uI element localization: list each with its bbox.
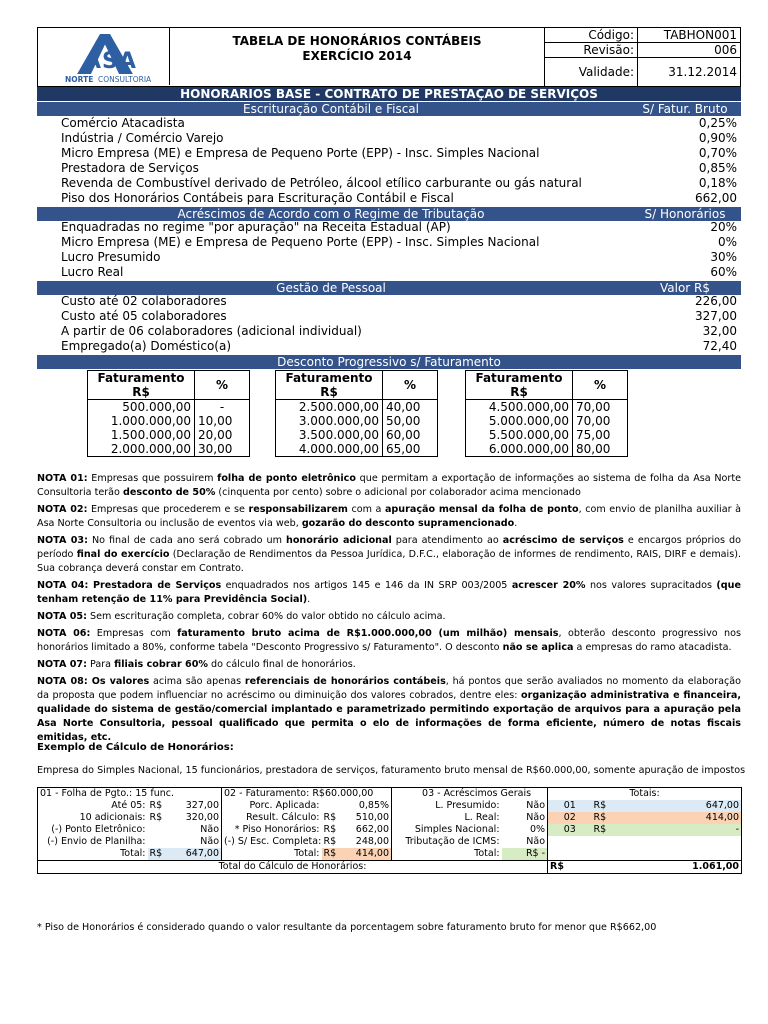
- faturamento-cell: 5.000.000,00: [466, 414, 573, 428]
- calc-acr-label: Tributação de ICMS:: [405, 836, 500, 847]
- pessoal-row-label: A partir de 06 colaboradores (adicional individual): [61, 324, 362, 338]
- acrescimos-row-value: 0%: [717, 235, 737, 249]
- faturamento-cell: 1.500.000,00: [88, 428, 195, 442]
- table-row: [88, 400, 250, 415]
- table-row: [466, 414, 628, 428]
- table-row: [88, 428, 250, 442]
- percent-header: %: [383, 371, 438, 400]
- company-logo: [38, 28, 170, 85]
- pessoal-band: [37, 281, 741, 295]
- note-7: NOTA 07: Para filiais cobrar 60% do cálculo final de honorários.: [37, 659, 356, 670]
- footnote: * Piso de Honorários é considerado quando o valor resultante da porcentagem sobre faturamento bruto for menor que R$662,00: [37, 922, 657, 933]
- note-3: NOTA 03: No final de cada ano será cobrado um honorário adicional para atendimento ao acréscimo de serviços e encargos próprios do período final do exercício (Declaração de Rendimentos da Pessoa Jurídica, D.F.C., elaboração de informes de rendimento, RAIS, DIRF e demais). Sua cobrança deverá constar em Contrato.: [37, 535, 741, 574]
- calc-fat-value: 248,00: [344, 836, 392, 848]
- pessoal-row-label: Empregado(a) Doméstico(a): [61, 339, 232, 353]
- calc-acr-value: Não: [502, 812, 548, 824]
- calc-folha-value: 647,00: [170, 848, 222, 861]
- calc-fat-value: 510,00: [344, 812, 392, 824]
- calc-fat-value: 662,00: [344, 824, 392, 836]
- escrituracao-row-value: 0,25%: [698, 116, 737, 130]
- calc-folha-label: Total:: [120, 848, 146, 859]
- base-band-title: HONORARIOS BASE - CONTRATO DE PRESTAÇAO DE SERVIÇOS: [180, 87, 598, 101]
- calc-fat-label: * Piso Honorários:: [234, 824, 320, 835]
- acrescimos-row-label: Lucro Presumido: [61, 250, 161, 264]
- calc-row: [38, 812, 742, 824]
- pessoal-title: Gestão de Pessoal: [276, 281, 386, 295]
- svg-text:ASA: ASA: [84, 49, 137, 74]
- table-row: [276, 414, 438, 428]
- acrescimos-row-label: Lucro Real: [61, 265, 124, 279]
- escrituracao-row-value: 0,90%: [698, 131, 737, 145]
- pessoal-row-value: 327,00: [695, 309, 737, 323]
- calc-fat-label: Result. Cálculo:: [246, 812, 320, 823]
- calc-row: [38, 848, 742, 861]
- faturamento-cell: 6.000.000,00: [466, 442, 573, 457]
- faturamento-header: Faturamento R$: [88, 371, 195, 400]
- calc-total-value: 414,00: [628, 812, 742, 824]
- percent-cell: 30,00: [195, 442, 250, 457]
- calc-total-currency: R$: [550, 861, 564, 872]
- calc-total-index: 03: [548, 824, 592, 836]
- calc-folha-value: 320,00: [170, 812, 222, 824]
- calc-total-currency: [592, 848, 628, 861]
- calc-fat-label: Total:: [294, 848, 320, 859]
- table-row: [276, 428, 438, 442]
- faturamento-cell: 4.000.000,00: [276, 442, 383, 457]
- acrescimos-col: S/ Honorários: [644, 207, 726, 221]
- revisao-label: Revisão:: [545, 43, 638, 58]
- calc-row: [38, 800, 742, 812]
- calc-total-value: 647,00: [628, 800, 742, 812]
- calc-row: [38, 824, 742, 836]
- note-6: NOTA 06: Empresas com faturamento bruto acima de R$1.000.000,00 (um milhão) mensais, obterão desconto progressivo nos honorários limitado a 80%, conforme tabela "Desconto Progressivo s/ Faturamento". O desconto não se aplica a empresas do ramo atacadista.: [37, 628, 742, 653]
- calc-header-acrescimos: 03 - Acréscimos Gerais: [392, 788, 548, 801]
- calc-folha-currency: R$: [149, 812, 163, 823]
- calc-row: [38, 836, 742, 848]
- calc-acr-label: L. Real:: [464, 812, 500, 823]
- pessoal-row-value: 72,40: [702, 339, 737, 353]
- pessoal-row-value: 32,00: [702, 324, 737, 338]
- pessoal-row-label: Custo até 02 colaboradores: [61, 294, 227, 308]
- escrituracao-row-value: 0,18%: [698, 176, 737, 190]
- faturamento-cell: 500.000,00: [88, 400, 195, 415]
- percent-cell: 70,00: [573, 414, 628, 428]
- table-row: [466, 428, 628, 442]
- revisao-value: 006: [638, 43, 741, 58]
- percent-cell: 75,00: [573, 428, 628, 442]
- percent-cell: 60,00: [383, 428, 438, 442]
- desconto-title: Desconto Progressivo s/ Faturamento: [277, 355, 501, 369]
- calc-fat-currency: [322, 800, 344, 812]
- calc-acr-value: Não: [502, 836, 548, 848]
- calc-folha-label: (-) Envio de Planilha:: [47, 836, 146, 847]
- acrescimos-row-value: 60%: [710, 265, 737, 279]
- desconto-table: [87, 370, 250, 457]
- pessoal-col: Valor R$: [659, 281, 711, 295]
- escrituracao-row-label: Prestadora de Serviços: [61, 161, 199, 175]
- calc-total-value: 1.061,00: [692, 861, 740, 872]
- validade-label: Validade:: [545, 58, 638, 87]
- calc-fat-currency: R$: [323, 836, 337, 847]
- faturamento-cell: 2.000.000,00: [88, 442, 195, 457]
- calc-total-index: [548, 836, 592, 848]
- calc-total-index: [548, 848, 592, 861]
- calc-folha-label: Até 05:: [111, 800, 146, 811]
- validade-value: 31.12.2014: [638, 58, 741, 87]
- calc-fat-label: (-) S/ Esc. Completa:: [224, 836, 322, 847]
- calc-total-currency: R$: [592, 824, 628, 836]
- calc-fat-currency: R$: [322, 848, 344, 861]
- escrituracao-row-value: 662,00: [695, 191, 737, 205]
- calculation-table: [37, 787, 741, 874]
- calc-folha-value: Não: [170, 836, 222, 848]
- percent-cell: 40,00: [383, 400, 438, 415]
- acrescimos-row-label: Micro Empresa (ME) e Empresa de Pequeno Porte (EPP) - Insc. Simples Nacional: [61, 235, 540, 249]
- calc-total-value: -: [628, 824, 742, 836]
- document-meta: [544, 27, 741, 87]
- percent-cell: -: [195, 400, 250, 415]
- faturamento-header: Faturamento R$: [466, 371, 573, 400]
- table-row: [276, 442, 438, 457]
- calc-total-currency: [592, 836, 628, 848]
- percent-cell: 80,00: [573, 442, 628, 457]
- calc-acr-value: R$ -: [502, 848, 548, 861]
- table-row: [466, 442, 628, 457]
- document-title: [172, 34, 542, 64]
- escrituracao-row-value: 0,85%: [698, 161, 737, 175]
- calc-folha-value: Não: [170, 824, 222, 836]
- calc-total-currency: R$: [592, 812, 628, 824]
- calc-fat-value: 414,00: [344, 848, 392, 861]
- acrescimos-row-value: 20%: [710, 220, 737, 234]
- acrescimos-band: [37, 207, 741, 221]
- faturamento-cell: 3.000.000,00: [276, 414, 383, 428]
- calc-total-label: Total do Cálculo de Honorários:: [38, 861, 548, 874]
- asa-logo-icon: [38, 28, 168, 85]
- calc-header-folha: 01 - Folha de Pgto.: 15 func.: [38, 788, 222, 801]
- calc-folha-currency: [148, 836, 170, 848]
- escrituracao-row-label: Comércio Atacadista: [61, 116, 185, 130]
- pessoal-row-value: 226,00: [695, 294, 737, 308]
- title-line-1: TABELA DE HONORÁRIOS CONTÁBEIS: [232, 34, 482, 48]
- percent-header: %: [573, 371, 628, 400]
- calc-acr-label: Simples Nacional:: [414, 824, 500, 835]
- calc-header-totais: Totais:: [629, 788, 660, 799]
- calc-folha-label: 10 adicionais:: [79, 812, 146, 823]
- note-4: NOTA 04: Prestadora de Serviços enquadrados nos artigos 145 e 146 da IN SRP 003/2005 acrescer 20% nos valores supracitados (que tenham retenção de 11% para Previdência Social).: [37, 580, 742, 605]
- faturamento-cell: 5.500.000,00: [466, 428, 573, 442]
- notes-section: [37, 472, 741, 748]
- table-row: [88, 442, 250, 457]
- calc-total-index: 01: [548, 800, 592, 812]
- calc-fat-label: Porc. Aplicada:: [249, 800, 320, 811]
- note-5: NOTA 05: Sem escrituração completa, cobrar 60% do valor obtido no cálculo acima.: [37, 611, 446, 622]
- escrituracao-row-label: Revenda de Combustível derivado de Petróleo, álcool etílico carburante ou gás natural: [61, 176, 582, 190]
- faturamento-cell: 3.500.000,00: [276, 428, 383, 442]
- escrituracao-row-label: Micro Empresa (ME) e Empresa de Pequeno Porte (EPP) - Insc. Simples Nacional: [61, 146, 540, 160]
- acrescimos-row-value: 30%: [710, 250, 737, 264]
- acrescimos-title: Acréscimos de Acordo com o Regime de Tributação: [177, 207, 485, 221]
- desconto-table: [465, 370, 628, 457]
- desconto-table: [275, 370, 438, 457]
- calc-total-value: [628, 836, 742, 848]
- percent-cell: 10,00: [195, 414, 250, 428]
- calc-fat-currency: R$: [323, 824, 337, 835]
- codigo-label: Código:: [545, 28, 638, 43]
- calc-acr-value: 0%: [502, 824, 548, 836]
- escrituracao-col: S/ Fatur. Bruto: [642, 102, 728, 116]
- calc-folha-label: (-) Ponto Eletrônico:: [51, 824, 146, 835]
- calc-acr-label: L. Presumido:: [435, 800, 500, 811]
- title-line-2: EXERCÍCIO 2014: [302, 49, 412, 63]
- calc-acr-label: Total:: [474, 848, 500, 859]
- svg-text:CONSULTORIA: CONSULTORIA: [98, 75, 152, 84]
- calc-header-faturamento: 02 - Faturamento: R$60.000,00: [222, 788, 392, 801]
- codigo-value: TABHON001: [638, 28, 741, 43]
- note-8: NOTA 08: Os valores acima são apenas referenciais de honorários contábeis, há pontos que serão avaliados no momento da elaboração da proposta que podem influenciar no acréscimo ou diminuição dos valores cobrados, dentre eles: organização administrativa e financeira, qualidade do sistema de gestão/comercial implantado e parametrizado permitindo exportação de arquivos para a apuração pela Asa Norte Consultoria, pessoal qualificado que permita o elo de informações de forma eficiente, número de notas fiscais emitidas, etc.: [37, 676, 741, 743]
- calc-folha-currency: R$: [149, 800, 163, 811]
- calc-fat-currency: R$: [323, 812, 337, 823]
- example-title: Exemplo de Cálculo de Honorários:: [37, 742, 234, 753]
- faturamento-cell: 4.500.000,00: [466, 400, 573, 415]
- note-1: NOTA 01: Empresas que possuirem folha de ponto eletrônico que permitam a exportação de informações ao sistema de folha da Asa Norte Consultoria terão desconto de 50% (cinquenta por cento) sobre o adicional por colaborador acima mencionado: [37, 473, 742, 498]
- svg-text:NORTE: NORTE: [65, 75, 94, 84]
- base-band: [37, 87, 741, 101]
- desconto-band: [37, 355, 741, 369]
- percent-cell: 65,00: [383, 442, 438, 457]
- example-description: Empresa do Simples Nacional, 15 funcionários, prestadora de serviços, faturamento bruto mensal de R$60.000,00, somente apuração de impostos: [37, 765, 746, 776]
- percent-cell: 50,00: [383, 414, 438, 428]
- faturamento-cell: 2.500.000,00: [276, 400, 383, 415]
- faturamento-header: Faturamento R$: [276, 371, 383, 400]
- acrescimos-row-label: Enquadradas no regime "por apuração" na Receita Estadual (AP): [61, 220, 451, 234]
- table-row: [276, 400, 438, 415]
- percent-cell: 20,00: [195, 428, 250, 442]
- calc-folha-currency: [148, 824, 170, 836]
- calc-total-currency: R$: [592, 800, 628, 812]
- escrituracao-row-label: Indústria / Comércio Varejo: [61, 131, 224, 145]
- percent-cell: 70,00: [573, 400, 628, 415]
- calc-folha-currency: R$: [148, 848, 170, 861]
- escrituracao-row-value: 0,70%: [698, 146, 737, 160]
- calc-total-value: [628, 848, 742, 861]
- table-row: [88, 414, 250, 428]
- calc-folha-value: 327,00: [170, 800, 222, 812]
- escrituracao-row-label: Piso dos Honorários Contábeis para Escrituração Contábil e Fiscal: [61, 191, 454, 205]
- calc-acr-value: Não: [502, 800, 548, 812]
- pessoal-row-label: Custo até 05 colaboradores: [61, 309, 227, 323]
- calc-fat-value: 0,85%: [344, 800, 392, 812]
- table-row: [466, 400, 628, 415]
- faturamento-cell: 1.000.000,00: [88, 414, 195, 428]
- calc-total-index: 02: [548, 812, 592, 824]
- escrituracao-title: Escrituração Contábil e Fiscal: [243, 102, 419, 116]
- note-2: NOTA 02: Empresas que procederem e se responsabilizarem com a apuração mensal da folha de ponto, com envio de planilha auxiliar à Asa Norte Consultoria ou inclusão de eventos via web, gozarão do desconto supramencionado.: [37, 504, 741, 529]
- percent-header: %: [195, 371, 250, 400]
- escrituracao-band: [37, 102, 741, 116]
